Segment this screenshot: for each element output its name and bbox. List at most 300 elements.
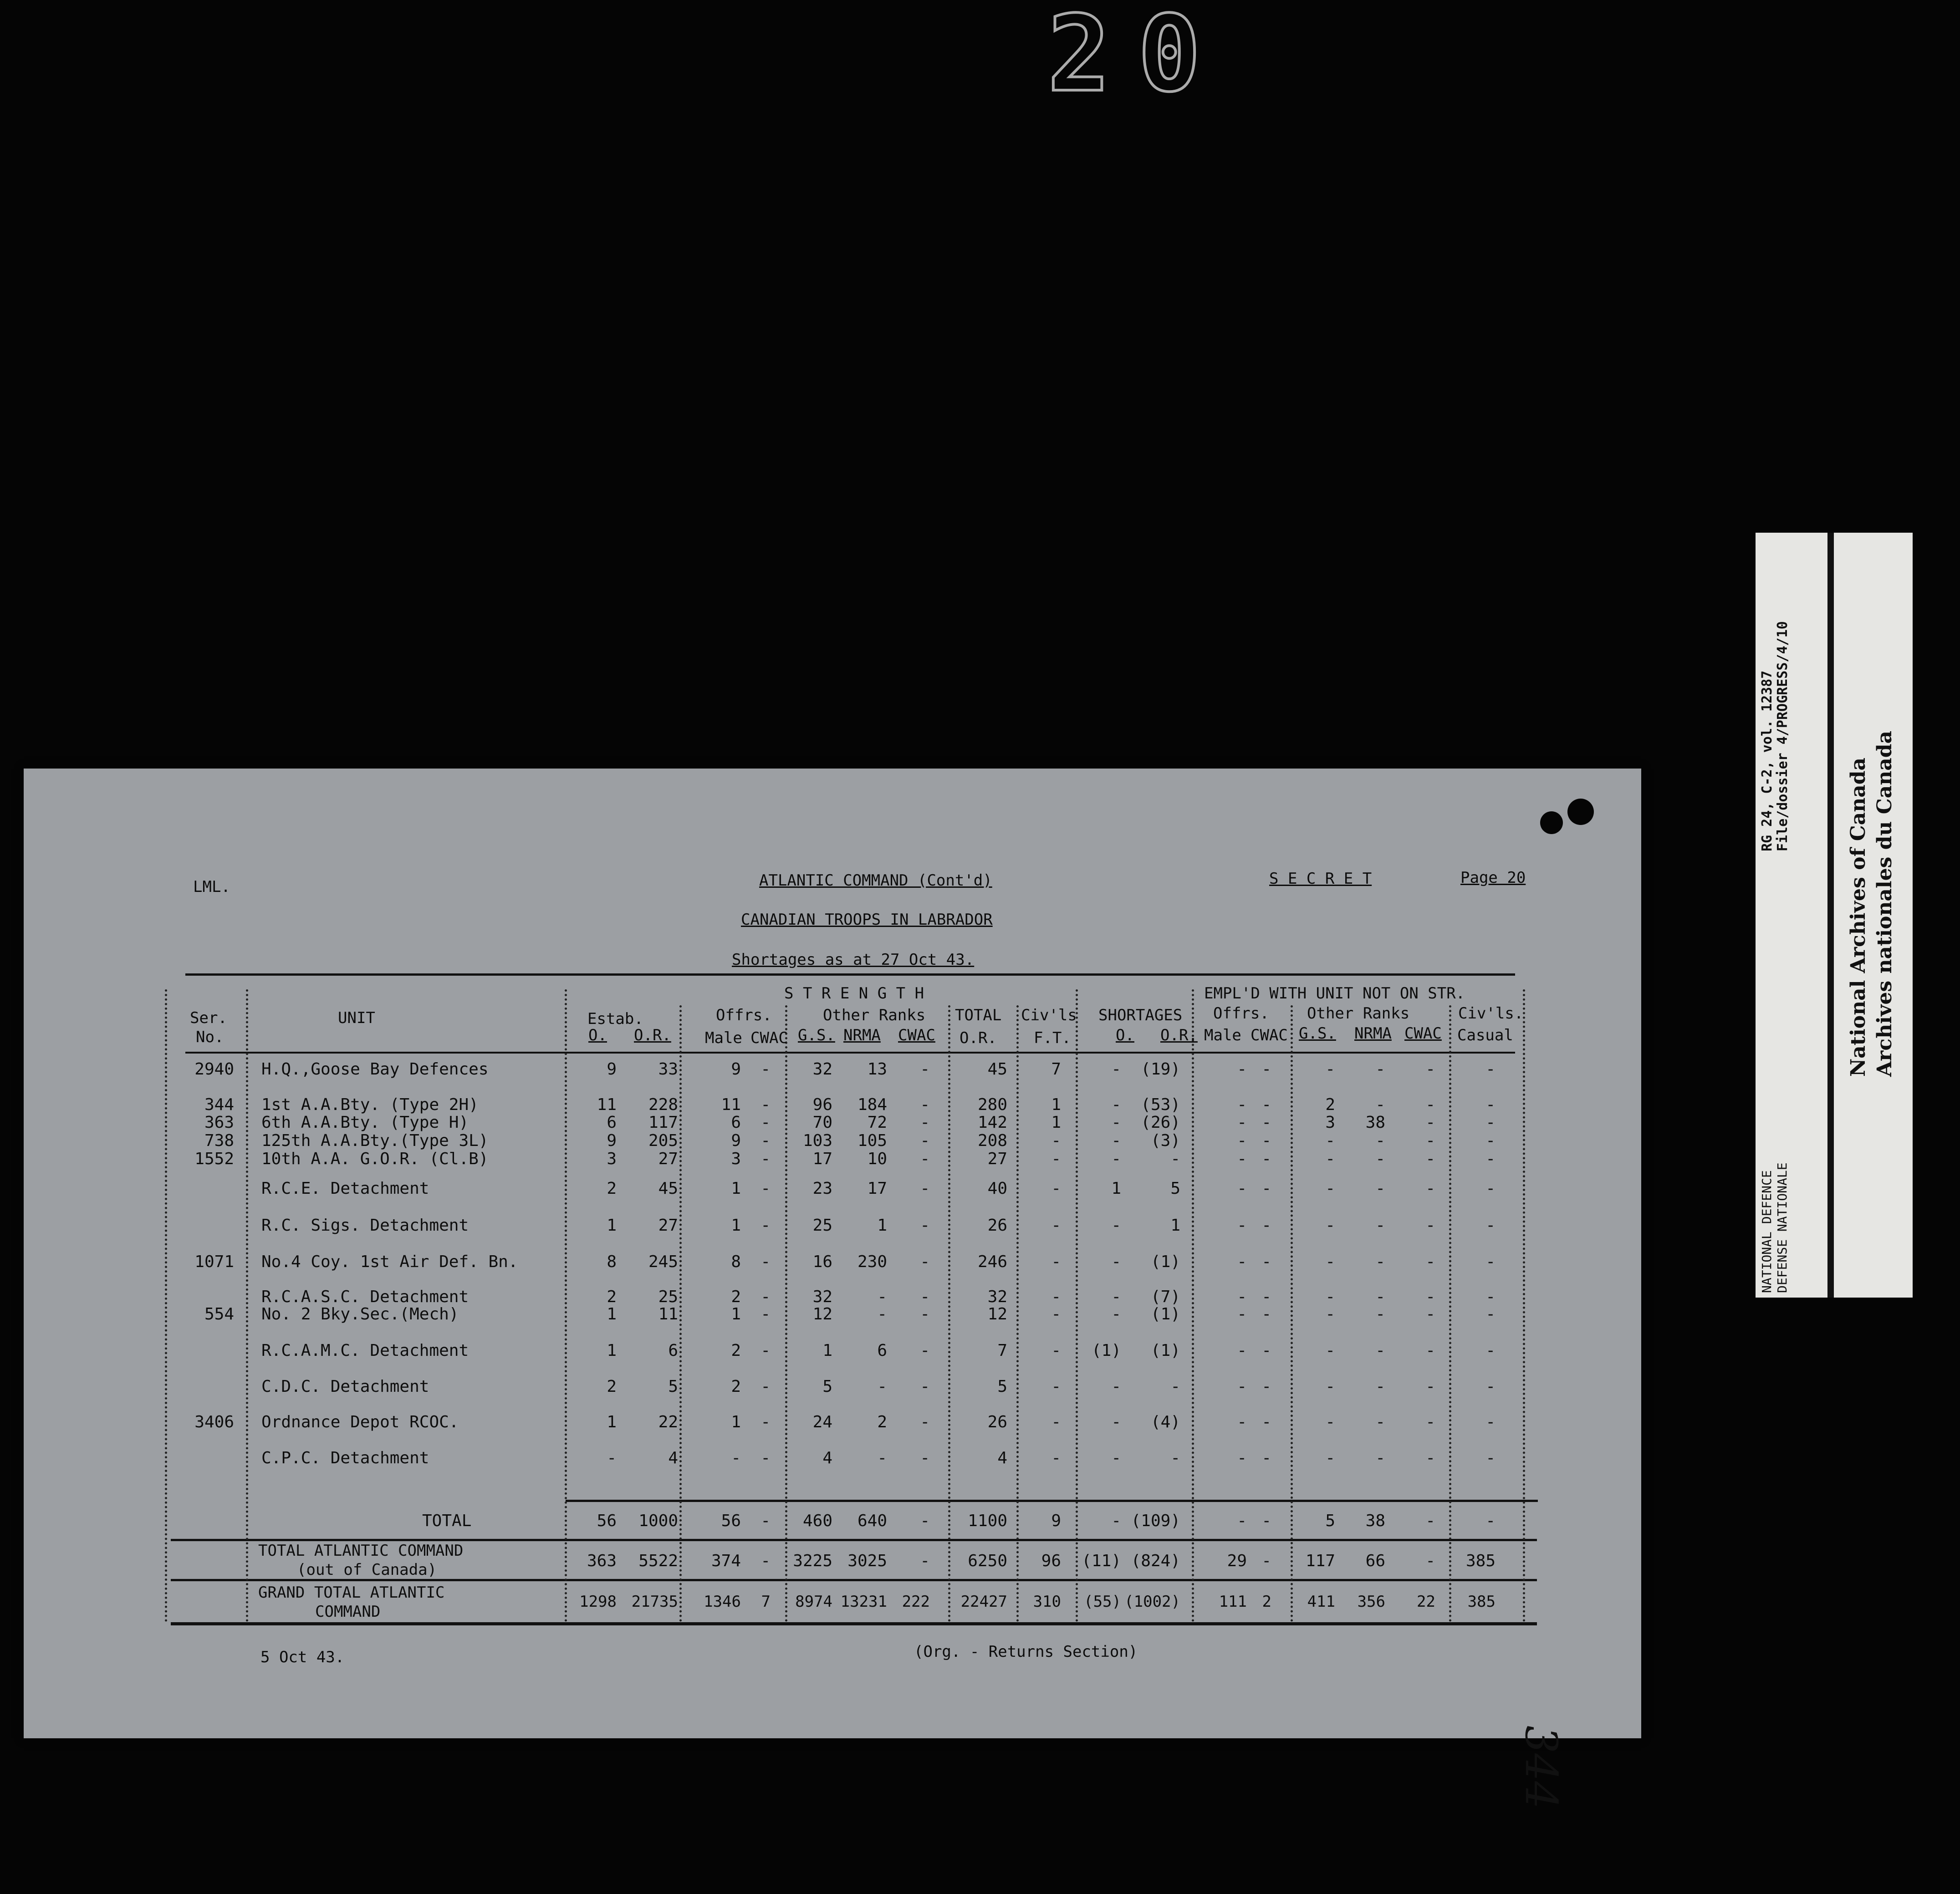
row-value-cell: -	[1485, 1413, 1496, 1431]
row-value-cell: -	[761, 1288, 771, 1306]
row-value-cell: 117	[648, 1113, 678, 1132]
row-value-cell: 1	[731, 1305, 741, 1324]
row-value-cell: -	[1425, 1150, 1435, 1168]
row-value-cell: -	[761, 1131, 771, 1150]
row-value-cell: -	[1325, 1305, 1335, 1324]
grand-value-cell: 222	[902, 1593, 930, 1611]
column-divider	[1076, 989, 1078, 1622]
row-value-cell: -	[1425, 1216, 1435, 1235]
row-value-cell: -	[1425, 1413, 1435, 1431]
row-value-cell: -	[1237, 1288, 1247, 1306]
row-value-cell: -	[920, 1150, 930, 1168]
row-unit-name: R.C.A.M.C. Detachment	[261, 1341, 469, 1360]
row-value-cell: (1)	[1150, 1305, 1180, 1324]
row-value-cell: 1	[731, 1413, 741, 1431]
atlantic-value-cell: -	[920, 1552, 930, 1570]
row-value-cell: 72	[867, 1113, 887, 1132]
row-value-cell: -	[1237, 1113, 1247, 1132]
grand-value-cell: 2	[1262, 1593, 1271, 1611]
row-unit-name: H.Q.,Goose Bay Defences	[261, 1060, 489, 1079]
row-value-cell: -	[1375, 1449, 1385, 1467]
header-empld: EMPL'D WITH UNIT NOT ON STR.	[1204, 984, 1465, 1003]
classification: S E C R E T	[1269, 870, 1372, 888]
row-value-cell: 1	[877, 1216, 887, 1235]
archive-reference-line1: RG 24, C-2, vol. 12387	[1759, 670, 1775, 851]
row-value-cell: -	[1261, 1060, 1271, 1079]
atlantic-value-cell: (824)	[1131, 1552, 1180, 1570]
row-value-cell: 32	[812, 1288, 832, 1306]
row-value-cell: -	[920, 1060, 930, 1079]
document-title: ATLANTIC COMMAND (Cont'd)	[759, 871, 992, 890]
row-value-cell: 26	[987, 1413, 1007, 1431]
row-unit-name: No.4 Coy. 1st Air Def. Bn.	[261, 1252, 518, 1271]
row-value-cell: -	[1425, 1095, 1435, 1114]
table-top-rule	[185, 973, 1515, 976]
row-value-cell: 27	[987, 1150, 1007, 1168]
row-value-cell: -	[1261, 1288, 1271, 1306]
row-value-cell: 3	[1325, 1113, 1335, 1132]
row-value-cell: -	[1375, 1413, 1385, 1431]
row-value-cell: -	[1111, 1413, 1121, 1431]
total-value-cell: -	[920, 1512, 930, 1530]
row-value-cell: -	[920, 1095, 930, 1114]
row-value-cell: 142	[977, 1113, 1007, 1132]
row-value-cell: 3	[607, 1150, 617, 1168]
header-unit: UNIT	[338, 1009, 375, 1027]
department-line1: NATIONAL DEFENCE	[1759, 1170, 1774, 1293]
row-value-cell: 184	[857, 1095, 887, 1114]
row-ser-no: 344	[204, 1095, 234, 1114]
column-divider	[1016, 1005, 1019, 1622]
row-value-cell: 1	[607, 1341, 617, 1360]
total-value-cell: -	[761, 1512, 771, 1530]
row-value-cell: 6	[607, 1113, 617, 1132]
atlantic-value-cell: 374	[711, 1552, 741, 1570]
row-value-cell: -	[920, 1449, 930, 1467]
row-value-cell: -	[920, 1216, 930, 1235]
atlantic-total-sublabel: (out of Canada)	[297, 1561, 437, 1579]
row-value-cell: -	[1261, 1305, 1271, 1324]
row-value-cell: -	[761, 1060, 771, 1079]
grand-value-cell: 21735	[631, 1593, 678, 1611]
row-value-cell: -	[1425, 1305, 1435, 1324]
row-value-cell: 9	[607, 1131, 617, 1150]
total-value-cell: -	[1111, 1512, 1121, 1530]
row-value-cell: 1	[1051, 1095, 1061, 1114]
column-divider	[679, 1005, 682, 1622]
row-value-cell: -	[1261, 1131, 1271, 1150]
header-civls: Civ'ls	[1021, 1006, 1077, 1024]
row-value-cell: 1	[1111, 1179, 1121, 1198]
total-bottom-rule	[171, 1539, 1537, 1541]
archive-label-strip	[1756, 533, 1913, 1298]
initials: LML.	[193, 878, 230, 896]
document-source: (Org. - Returns Section)	[914, 1643, 1138, 1661]
row-value-cell: 27	[658, 1150, 678, 1168]
row-value-cell: -	[1237, 1150, 1247, 1168]
grand-value-cell: (1002)	[1124, 1593, 1180, 1611]
grand-value-cell: 1298	[579, 1593, 617, 1611]
header-estab: Estab.	[587, 1010, 643, 1028]
row-value-cell: -	[1325, 1131, 1335, 1150]
row-value-cell: -	[1261, 1413, 1271, 1431]
row-value-cell: 9	[731, 1131, 741, 1150]
row-unit-name: Ordnance Depot RCOC.	[261, 1413, 459, 1431]
row-value-cell: -	[761, 1252, 771, 1271]
row-value-cell: 27	[658, 1216, 678, 1235]
page-number: Page 20	[1460, 869, 1526, 887]
atlantic-value-cell: 117	[1305, 1552, 1335, 1570]
row-value-cell: 2	[607, 1179, 617, 1198]
column-divider	[948, 1005, 950, 1622]
row-value-cell: -	[1485, 1216, 1496, 1235]
total-value-cell: (109)	[1131, 1512, 1180, 1530]
row-value-cell: -	[1325, 1377, 1335, 1396]
grand-total-sublabel: COMMAND	[315, 1603, 381, 1621]
header-ft: F.T.	[1034, 1029, 1071, 1047]
row-value-cell: 103	[802, 1131, 832, 1150]
row-value-cell: 6	[668, 1341, 678, 1360]
grand-value-cell: 22	[1417, 1593, 1435, 1611]
total-value-cell: -	[1261, 1512, 1271, 1530]
row-value-cell: 208	[977, 1131, 1007, 1150]
row-value-cell: -	[1325, 1150, 1335, 1168]
header-shortages: SHORTAGES	[1098, 1006, 1183, 1024]
row-value-cell: -	[1325, 1060, 1335, 1079]
total-value-cell: 5	[1325, 1512, 1335, 1530]
row-value-cell: 2	[607, 1377, 617, 1396]
row-value-cell: 26	[987, 1216, 1007, 1235]
total-rule	[566, 1500, 1538, 1502]
grand-value-cell: 385	[1467, 1593, 1496, 1611]
row-value-cell: -	[1425, 1060, 1435, 1079]
row-value-cell: -	[1325, 1449, 1335, 1467]
row-value-cell: -	[1051, 1131, 1061, 1150]
row-value-cell: -	[1485, 1179, 1496, 1198]
total-value-cell: 56	[721, 1512, 741, 1530]
row-value-cell: -	[1425, 1449, 1435, 1467]
row-value-cell: -	[920, 1131, 930, 1150]
row-value-cell: 2	[731, 1341, 741, 1360]
grand-value-cell: 22427	[960, 1593, 1007, 1611]
row-value-cell: 12	[987, 1305, 1007, 1324]
row-value-cell: -	[1485, 1288, 1496, 1306]
row-value-cell: -	[731, 1449, 741, 1467]
row-value-cell: -	[607, 1449, 617, 1467]
row-value-cell: -	[1261, 1113, 1271, 1132]
row-value-cell: 11	[658, 1305, 678, 1324]
row-value-cell: -	[1375, 1095, 1385, 1114]
table-bottom-rule	[171, 1622, 1537, 1625]
row-value-cell: 45	[658, 1179, 678, 1198]
row-value-cell: -	[1051, 1179, 1061, 1198]
total-value-cell: 640	[857, 1512, 887, 1530]
row-value-cell: 6	[731, 1113, 741, 1132]
row-value-cell: -	[1375, 1131, 1385, 1150]
row-value-cell: -	[1425, 1288, 1435, 1306]
atlantic-value-cell: 385	[1465, 1552, 1496, 1570]
row-ser-no: 1071	[194, 1252, 234, 1271]
row-ser-no: 363	[204, 1113, 234, 1132]
row-value-cell: 12	[812, 1305, 832, 1324]
header-empld-civls: Civ'ls.	[1458, 1004, 1524, 1023]
atlantic-value-cell: 29	[1227, 1552, 1247, 1570]
row-value-cell: -	[1237, 1095, 1247, 1114]
row-value-cell: (1)	[1091, 1341, 1121, 1360]
row-value-cell: -	[1170, 1449, 1180, 1467]
header-empld-cwac: CWAC	[1251, 1026, 1288, 1044]
column-divider	[1523, 989, 1525, 1622]
punch-hole	[1567, 799, 1594, 825]
row-value-cell: 1	[1051, 1113, 1061, 1132]
row-value-cell: -	[1325, 1216, 1335, 1235]
header-ser: Ser.	[190, 1009, 227, 1027]
row-value-cell: -	[1111, 1305, 1121, 1324]
row-value-cell: (53)	[1141, 1095, 1180, 1114]
punch-hole	[1540, 811, 1563, 834]
row-value-cell: 9	[731, 1060, 741, 1079]
atlantic-value-cell: 6250	[968, 1552, 1007, 1570]
row-value-cell: 13	[867, 1060, 887, 1079]
row-value-cell: -	[1051, 1252, 1061, 1271]
row-value-cell: -	[1237, 1060, 1247, 1079]
header-strength: S T R E N G T H	[784, 984, 924, 1003]
row-value-cell: -	[1425, 1341, 1435, 1360]
atlantic-bottom-rule	[171, 1579, 1537, 1581]
row-value-cell: -	[1485, 1095, 1496, 1114]
row-value-cell: 1	[731, 1179, 741, 1198]
row-value-cell: -	[1485, 1377, 1496, 1396]
header-other-ranks: Other Ranks	[823, 1006, 926, 1024]
row-value-cell: 7	[1051, 1060, 1061, 1079]
row-value-cell: 1	[1170, 1216, 1180, 1235]
total-value-cell: 1000	[638, 1512, 678, 1530]
row-value-cell: 11	[597, 1095, 617, 1114]
row-value-cell: -	[1051, 1413, 1061, 1431]
row-value-cell: -	[877, 1288, 887, 1306]
document-date: 5 Oct 43.	[260, 1648, 345, 1666]
row-value-cell: -	[1111, 1288, 1121, 1306]
row-value-cell: -	[1375, 1288, 1385, 1306]
atlantic-value-cell: 3025	[847, 1552, 887, 1570]
row-value-cell: -	[1261, 1216, 1271, 1235]
row-value-cell: -	[1375, 1377, 1385, 1396]
row-value-cell: -	[1051, 1150, 1061, 1168]
row-value-cell: -	[920, 1179, 930, 1198]
row-value-cell: -	[1375, 1341, 1385, 1360]
document-sheet	[24, 769, 1641, 1738]
row-value-cell: -	[1111, 1216, 1121, 1235]
row-value-cell: 1	[607, 1216, 617, 1235]
row-value-cell: -	[1111, 1113, 1121, 1132]
grand-value-cell: 7	[761, 1593, 771, 1611]
total-value-cell: -	[1237, 1512, 1247, 1530]
header-male: Male	[705, 1029, 742, 1047]
row-unit-name: 1st A.A.Bty. (Type 2H)	[261, 1095, 479, 1114]
atlantic-value-cell: 363	[587, 1552, 617, 1570]
handwritten-folio-number: 344	[1516, 1726, 1567, 1809]
row-value-cell: -	[1111, 1449, 1121, 1467]
grand-value-cell: 356	[1357, 1593, 1385, 1611]
row-value-cell: -	[1485, 1341, 1496, 1360]
row-value-cell: (4)	[1150, 1413, 1180, 1431]
row-value-cell: 246	[977, 1252, 1007, 1271]
row-value-cell: 2	[1325, 1095, 1335, 1114]
row-value-cell: 1	[731, 1216, 741, 1235]
atlantic-total-label: TOTAL ATLANTIC COMMAND	[258, 1542, 464, 1560]
archive-reference-line2: File/dossier 4/PROGRESS/4/10	[1775, 621, 1791, 851]
row-value-cell: -	[1051, 1449, 1061, 1467]
row-value-cell: 105	[857, 1131, 887, 1150]
row-value-cell: 25	[812, 1216, 832, 1235]
grand-value-cell: 411	[1307, 1593, 1335, 1611]
row-value-cell: -	[1325, 1179, 1335, 1198]
row-value-cell: -	[1051, 1216, 1061, 1235]
row-value-cell: 2	[731, 1377, 741, 1396]
row-ser-no: 2940	[194, 1060, 234, 1079]
atlantic-value-cell: -	[1425, 1552, 1435, 1570]
row-value-cell: -	[877, 1305, 887, 1324]
total-value-cell: -	[1485, 1512, 1496, 1530]
row-value-cell: -	[1375, 1252, 1385, 1271]
row-value-cell: -	[761, 1113, 771, 1132]
frame-number: 20	[1047, 0, 1228, 115]
row-value-cell: 38	[1365, 1113, 1385, 1132]
row-value-cell: 33	[658, 1060, 678, 1079]
row-value-cell: 16	[812, 1252, 832, 1271]
row-value-cell: 32	[987, 1288, 1007, 1306]
total-value-cell: 460	[802, 1512, 832, 1530]
row-ser-no: 1552	[194, 1150, 234, 1168]
column-divider	[246, 989, 248, 1622]
row-value-cell: -	[877, 1377, 887, 1396]
row-value-cell: 17	[867, 1179, 887, 1198]
row-value-cell: 7	[997, 1341, 1007, 1360]
header-empld-other-ranks: Other Ranks	[1307, 1004, 1410, 1023]
row-value-cell: 6	[877, 1341, 887, 1360]
row-value-cell: 1	[607, 1413, 617, 1431]
column-divider	[165, 989, 167, 1622]
row-value-cell: -	[1170, 1150, 1180, 1168]
row-value-cell: 11	[721, 1095, 741, 1114]
row-value-cell: -	[920, 1305, 930, 1324]
row-value-cell: 45	[987, 1060, 1007, 1079]
row-value-cell: (7)	[1150, 1288, 1180, 1306]
row-value-cell: -	[1485, 1305, 1496, 1324]
row-value-cell: -	[1375, 1060, 1385, 1079]
grand-value-cell: 8974	[795, 1593, 832, 1611]
row-value-cell: -	[761, 1095, 771, 1114]
row-value-cell: -	[1375, 1179, 1385, 1198]
total-value-cell: 9	[1051, 1512, 1061, 1530]
row-value-cell: 2	[731, 1288, 741, 1306]
total-value-cell: -	[1425, 1512, 1435, 1530]
row-value-cell: -	[1051, 1305, 1061, 1324]
row-value-cell: -	[761, 1377, 771, 1396]
row-value-cell: -	[761, 1216, 771, 1235]
row-value-cell: -	[1425, 1179, 1435, 1198]
row-value-cell: -	[1051, 1377, 1061, 1396]
total-value-cell: 38	[1365, 1512, 1385, 1530]
row-value-cell: 10	[867, 1150, 887, 1168]
atlantic-value-cell: -	[761, 1552, 771, 1570]
strip-divider	[1827, 533, 1834, 1298]
header-bottom-rule	[185, 1052, 1515, 1054]
row-value-cell: -	[761, 1179, 771, 1198]
row-value-cell: -	[1237, 1449, 1247, 1467]
atlantic-value-cell: 66	[1365, 1552, 1385, 1570]
row-value-cell: 205	[648, 1131, 678, 1150]
row-unit-name: R.C.E. Detachment	[261, 1179, 429, 1198]
row-value-cell: -	[1261, 1095, 1271, 1114]
row-value-cell: -	[920, 1252, 930, 1271]
row-value-cell: 5	[997, 1377, 1007, 1396]
row-value-cell: 32	[812, 1060, 832, 1079]
row-value-cell: -	[761, 1150, 771, 1168]
department-line2: DEFENSE NATIONALE	[1775, 1162, 1790, 1293]
row-value-cell: -	[1237, 1341, 1247, 1360]
row-unit-name: C.D.C. Detachment	[261, 1377, 429, 1396]
row-value-cell: -	[1111, 1131, 1121, 1150]
total-value-cell: 1100	[968, 1512, 1007, 1530]
archives-name-fr: Archives nationales du Canada	[1873, 730, 1896, 1077]
row-value-cell: -	[920, 1413, 930, 1431]
row-value-cell: -	[1051, 1288, 1061, 1306]
row-value-cell: -	[1170, 1377, 1180, 1396]
row-value-cell: 96	[812, 1095, 832, 1114]
row-value-cell: 230	[857, 1252, 887, 1271]
row-unit-name: R.C. Sigs. Detachment	[261, 1216, 469, 1235]
row-value-cell: -	[920, 1113, 930, 1132]
header-empld-nrma: NRMA	[1354, 1024, 1392, 1043]
header-empld-gs: G.S.	[1299, 1024, 1336, 1043]
row-value-cell: 5	[1170, 1179, 1180, 1198]
row-value-cell: -	[1111, 1150, 1121, 1168]
row-value-cell: -	[761, 1305, 771, 1324]
row-value-cell: -	[761, 1341, 771, 1360]
grand-total-label: GRAND TOTAL ATLANTIC	[258, 1583, 445, 1602]
row-value-cell: -	[1325, 1341, 1335, 1360]
row-value-cell: 8	[607, 1252, 617, 1271]
row-ser-no: 738	[204, 1131, 234, 1150]
grand-value-cell: 13231	[840, 1593, 887, 1611]
header-nrma: NRMA	[843, 1026, 881, 1044]
grand-value-cell: 111	[1219, 1593, 1247, 1611]
header-empld-offrs: Offrs.	[1213, 1004, 1269, 1023]
row-value-cell: -	[1485, 1449, 1496, 1467]
row-value-cell: -	[1485, 1252, 1496, 1271]
row-value-cell: -	[1261, 1252, 1271, 1271]
row-value-cell: -	[1375, 1216, 1385, 1235]
row-value-cell: 22	[658, 1413, 678, 1431]
row-value-cell: -	[1237, 1377, 1247, 1396]
header-no: No.	[196, 1028, 224, 1046]
row-value-cell: 23	[812, 1179, 832, 1198]
row-value-cell: -	[1261, 1449, 1271, 1467]
row-value-cell: -	[1237, 1305, 1247, 1324]
row-value-cell: -	[1325, 1288, 1335, 1306]
row-unit-name: R.C.A.S.C. Detachment	[261, 1288, 469, 1306]
header-total: TOTAL	[955, 1006, 1002, 1024]
row-value-cell: 2	[607, 1288, 617, 1306]
row-value-cell: 3	[731, 1150, 741, 1168]
row-value-cell: 2	[877, 1413, 887, 1431]
shortages-date-line: Shortages as at 27 Oct 43.	[732, 951, 975, 969]
header-empld-casual: Casual	[1457, 1026, 1513, 1044]
row-value-cell: 5	[668, 1377, 678, 1396]
column-divider	[565, 989, 567, 1622]
row-value-cell: (1)	[1150, 1252, 1180, 1271]
